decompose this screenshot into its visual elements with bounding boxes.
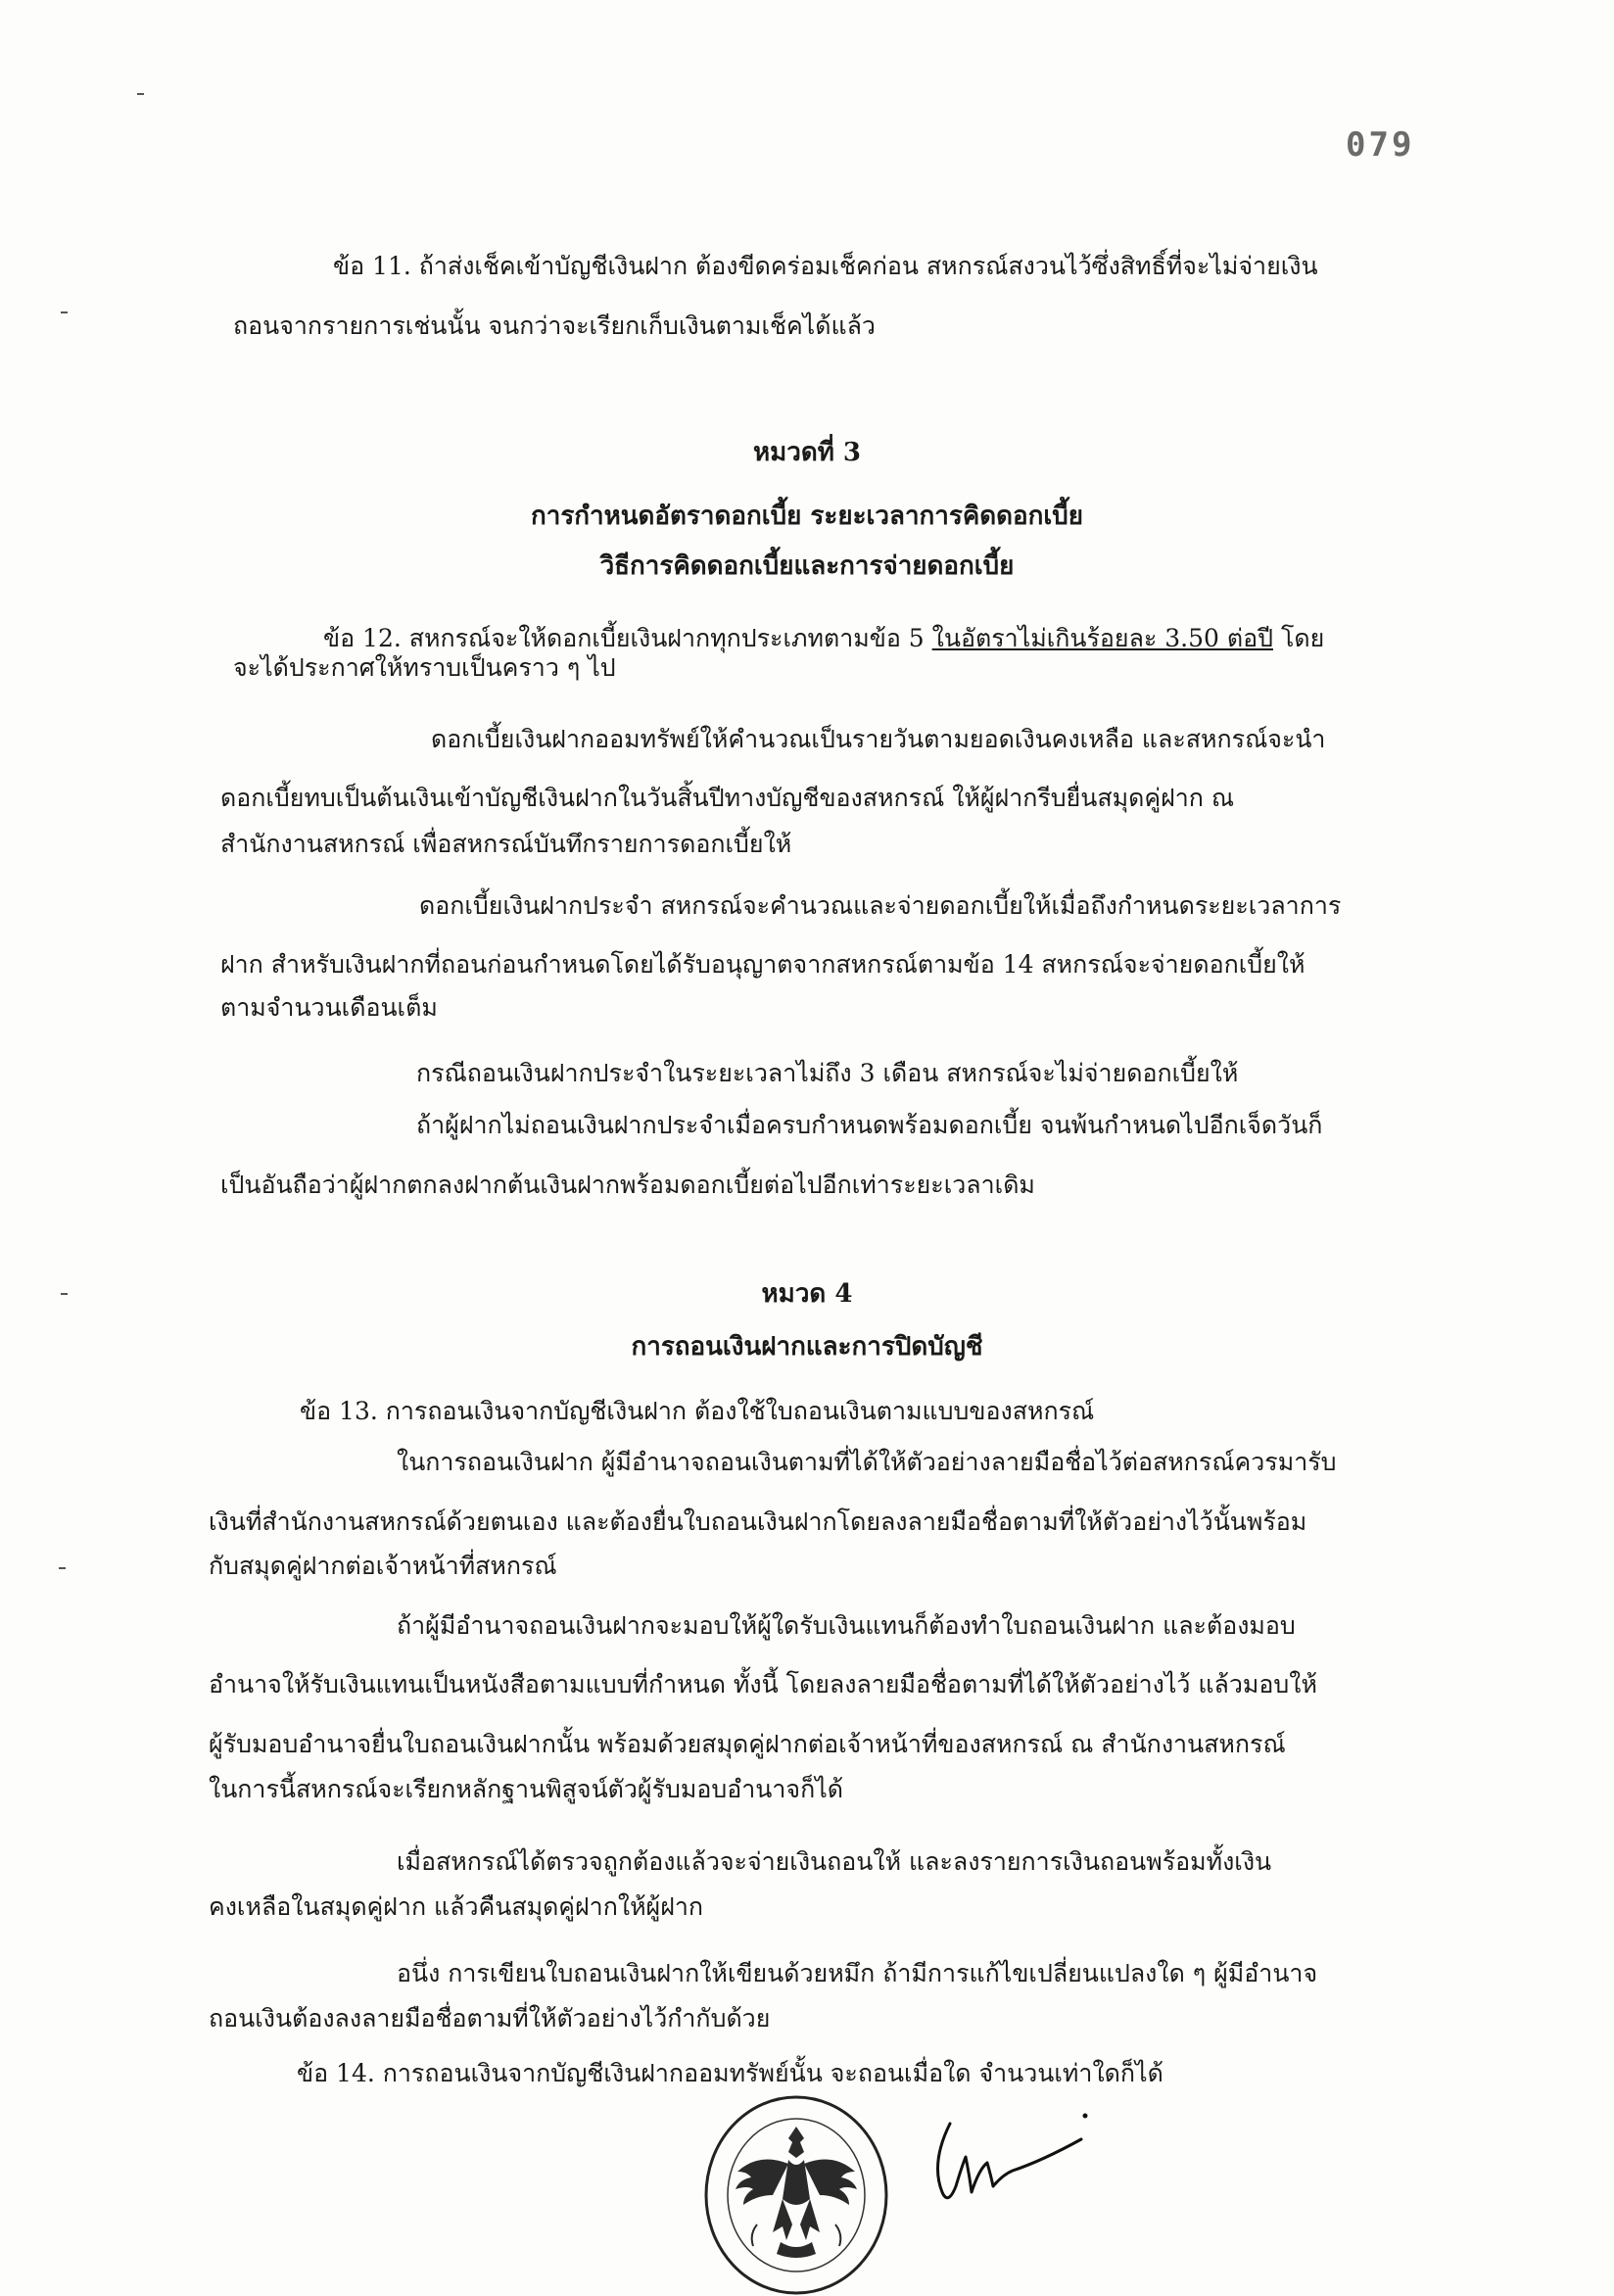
- section-4-subtitle: การถอนเงินฝากและการปิดบัญชี: [631, 1332, 983, 1362]
- clause-13-para-2-line-2: เงินที่สำนักงานสหกรณ์ด้วยตนเอง และต้องยื่นใบถอนเงินฝากโดยลงลายมือชื่อตามที่ให้ตัวอย่างไว้นั้นพร้อม: [209, 1507, 1307, 1536]
- section-3-title: หมวดที่ 3: [752, 438, 862, 467]
- scan-mark: [137, 93, 144, 95]
- clause-13-line-1: ข้อ 13. การถอนเงินจากบัญชีเงินฝาก ต้องใช้ใบถอนเงินตามแบบของสหกรณ์: [300, 1397, 1095, 1425]
- clause-13-para-3-line-3: ผู้รับมอบอำนาจยื่นใบถอนเงินฝากนั้น พร้อมด้วยสมุดคู่ฝากต่อเจ้าหน้าที่ของสหกรณ์ ณ สำนักงานสหกรณ์: [209, 1730, 1286, 1758]
- section-3-subtitle-1: การกำหนดอัตราดอกเบี้ย ระยะเวลาการคิดดอกเบี้ย: [530, 502, 1084, 531]
- clause-12-para-3-line-1: ดอกเบี้ยเงินฝากประจำ สหกรณ์จะคำนวณและจ่ายดอกเบี้ยให้เมื่อถึงกำหนดระยะเวลาการ: [419, 891, 1342, 920]
- clause-13-para-3-line-4: ในการนี้สหกรณ์จะเรียกหลักฐานพิสูจน์ตัวผู้รับมอบอำนาจก็ได้: [209, 1775, 844, 1803]
- clause-12-para-2-line-3: สำนักงานสหกรณ์ เพื่อสหกรณ์บันทึกรายการดอกเบี้ยให้: [220, 830, 792, 858]
- clause-12-text-a: ข้อ 12. สหกรณ์จะให้ดอกเบี้ยเงินฝากทุกประเภทตามข้อ 5: [323, 624, 932, 652]
- scan-mark: [61, 311, 68, 313]
- clause-13-para-5-line-1: อนึ่ง การเขียนใบถอนเงินฝากให้เขียนด้วยหมึก ถ้ามีการแก้ไขเปลี่ยนแปลงใด ๆ ผู้มีอำนาจ: [397, 1959, 1318, 1987]
- clause-12-para-3-line-2: ฝาก สำหรับเงินฝากที่ถอนก่อนกำหนดโดยได้รับอนุญาตจากสหกรณ์ตามข้อ 14 สหกรณ์จะจ่ายดอกเบี้ยให้: [220, 950, 1305, 979]
- clause-13-para-4-line-2: คงเหลือในสมุดคู่ฝาก แล้วคืนสมุดคู่ฝากให้ผู้ฝาก: [209, 1892, 704, 1921]
- clause-12-text-b: โดย: [1273, 624, 1325, 652]
- clause-13-para-3-line-1: ถ้าผู้มีอำนาจถอนเงินฝากจะมอบให้ผู้ใดรับเงินแทนก็ต้องทำใบถอนเงินฝาก และต้องมอบ: [397, 1611, 1296, 1640]
- clause-12-line-2: จะได้ประกาศให้ทราบเป็นคราว ๆ ไป: [233, 653, 616, 682]
- clause-13-para-3-line-2: อำนาจให้รับเงินแทนเป็นหนังสือตามแบบที่กำหนด ทั้งนี้ โดยลงลายมือชื่อตามที่ได้ให้ตัวอย่างไว้ แล้วมอบให้: [209, 1670, 1317, 1698]
- clause-13-para-4-line-1: เมื่อสหกรณ์ได้ตรวจถูกต้องแล้วจะจ่ายเงินถอนให้ และลงรายการเงินถอนพร้อมทั้งเงิน: [397, 1847, 1272, 1876]
- clause-12-para-4-line-1: กรณีถอนเงินฝากประจำในระยะเวลาไม่ถึง 3 เดือน สหกรณ์จะไม่จ่ายดอกเบี้ยให้: [416, 1059, 1239, 1087]
- scan-mark: [59, 1567, 66, 1569]
- section-4-title: หมวด 4: [761, 1279, 853, 1309]
- signature-icon: [911, 2104, 1107, 2222]
- clause-11-line-2: ถอนจากรายการเช่นนั้น จนกว่าจะเรียกเก็บเงินตามเช็คได้แล้ว: [233, 311, 876, 340]
- clause-11-line-1: ข้อ 11. ถ้าส่งเช็คเข้าบัญชีเงินฝาก ต้องขีดคร่อมเช็คก่อน สหกรณ์สงวนไว้ซึ่งสิทธิ์ที่จะไม่จ่ายเงิน: [333, 252, 1318, 280]
- clause-13-para-2-line-3: กับสมุดคู่ฝากต่อเจ้าหน้าที่สหกรณ์: [209, 1552, 557, 1580]
- clause-13-para-2-line-1: ในการถอนเงินฝาก ผู้มีอำนาจถอนเงินตามที่ได้ให้ตัวอย่างลายมือชื่อไว้ต่อสหกรณ์ควรมารับ: [397, 1448, 1337, 1476]
- page-number: 079: [1346, 125, 1415, 165]
- clause-12-para-5-line-1: ถ้าผู้ฝากไม่ถอนเงินฝากประจำเมื่อครบกำหนดพร้อมดอกเบี้ย จนพ้นกำหนดไปอีกเจ็ดวันก็: [416, 1111, 1323, 1139]
- garuda-seal-icon: [698, 2078, 894, 2296]
- section-3-subtitle-2: วิธีการคิดดอกเบี้ยและการจ่ายดอกเบี้ย: [599, 551, 1015, 581]
- clause-12-para-2-line-2: ดอกเบี้ยทบเป็นต้นเงินเข้าบัญชีเงินฝากในวันสิ้นปีทางบัญชีของสหกรณ์ ให้ผู้ฝากรีบยื่นสมุดคู่ฝาก ณ: [220, 784, 1235, 812]
- clause-13-para-5-line-2: ถอนเงินต้องลงลายมือชื่อตามที่ให้ตัวอย่างไว้กำกับด้วย: [209, 2004, 771, 2033]
- clause-14-line-1: ข้อ 14. การถอนเงินจากบัญชีเงินฝากออมทรัพย์นั้น จะถอนเมื่อใด จำนวนเท่าใดก็ได้: [297, 2059, 1163, 2087]
- interest-rate-underlined: ในอัตราไม่เกินร้อยละ 3.50 ต่อปี: [931, 624, 1273, 652]
- clause-12-line-1: [323, 622, 1324, 655]
- clause-12-para-5-line-2: เป็นอันถือว่าผู้ฝากตกลงฝากต้นเงินฝากพร้อมดอกเบี้ยต่อไปอีกเท่าระยะเวลาเดิม: [220, 1171, 1035, 1199]
- clause-12-para-3-line-3: ตามจำนวนเดือนเต็ม: [220, 993, 438, 1022]
- clause-12-para-2-line-1: ดอกเบี้ยเงินฝากออมทรัพย์ให้คำนวณเป็นรายวันตามยอดเงินคงเหลือ และสหกรณ์จะนำ: [431, 725, 1326, 753]
